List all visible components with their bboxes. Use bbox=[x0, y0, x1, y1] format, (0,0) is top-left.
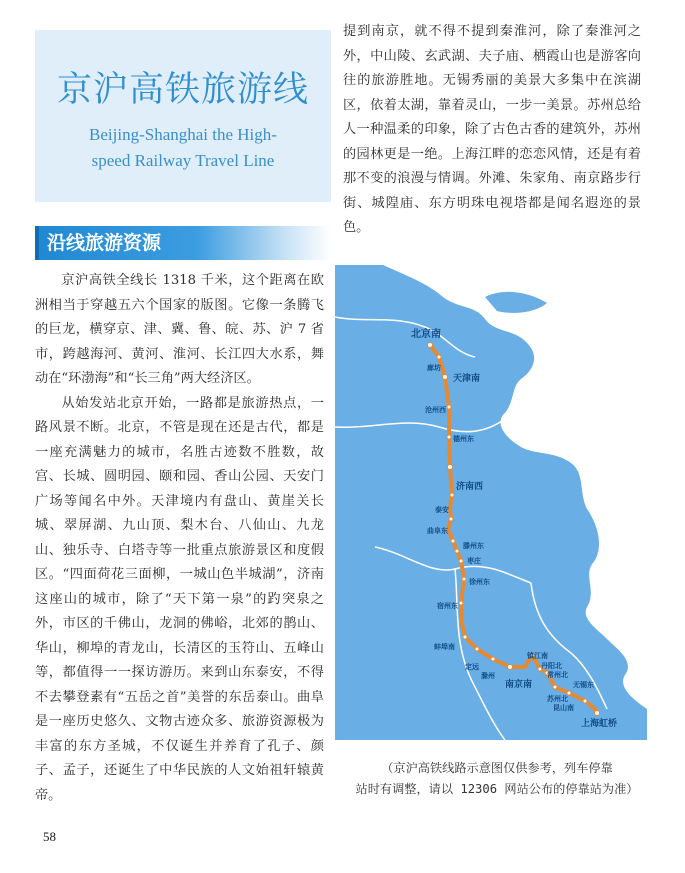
station-label-wuxi-dong: 无锡东 bbox=[573, 681, 594, 689]
station-label-taian: 泰安 bbox=[435, 506, 449, 514]
station-label-qufu-dong: 曲阜东 bbox=[427, 527, 448, 535]
station-label-beijing-nan: 北京南 bbox=[411, 329, 441, 340]
station-label-dingyuan: 定远 bbox=[465, 663, 479, 671]
right-column-text bbox=[343, 20, 641, 241]
station-label-nanjing-nan: 南京南 bbox=[505, 680, 533, 690]
station-label-langfang: 廊坊 bbox=[427, 364, 441, 372]
station-label-cangzhou-xi: 沧州西 bbox=[425, 406, 446, 414]
station-label-kunshan-nan: 昆山南 bbox=[553, 704, 574, 712]
station-label-tengzhou-dong: 滕州东 bbox=[463, 542, 484, 550]
station-label-bengbu-nan: 蚌埠南 bbox=[434, 643, 455, 651]
railway-route-map bbox=[335, 257, 647, 740]
english-subtitle-line-2: speed Railway Travel Line bbox=[91, 151, 275, 170]
left-column-text bbox=[35, 269, 324, 808]
paragraph-continued: 提到南京，就不得不提到秦淮河，除了秦淮河之外，中山陵、玄武湖、夫子庙、栖霞山也是游客向往的旅游胜地。无锡秀丽的美景大多集中在滨湖区，依着太湖，靠着灵山，一步一美景。苏州总给人一种温柔的印象，除了古色古香的建筑外，苏州的园林更是一绝。上海江畔的恋恋风情，还是有着那不变的浪漫与情调。外滩、朱家角、南京路步行街、城隍庙、东方明珠电视塔都是闻名遐迩的景色。 bbox=[343, 24, 641, 235]
station-label-suzhou-dong: 宿州东 bbox=[437, 602, 458, 610]
station-label-chuzhou: 滁州 bbox=[481, 672, 495, 680]
map-caption-line-1: （京沪高铁线路示意图仅供参考，列车停靠 bbox=[381, 761, 613, 775]
station-label-jinan-xi: 济南西 bbox=[456, 482, 484, 492]
station-label-suzhou-bei: 苏州北 bbox=[547, 695, 568, 703]
english-subtitle-line-1: Beijing-Shanghai the High- bbox=[89, 125, 277, 144]
station-label-xuzhou-dong: 徐州东 bbox=[469, 578, 490, 586]
station-label-dezhou-dong: 德州东 bbox=[453, 435, 474, 443]
station-label-tianjin-nan: 天津南 bbox=[453, 374, 481, 384]
station-label-shanghai-hongqiao: 上海虹桥 bbox=[581, 719, 618, 729]
map-caption-line-2: 站时有调整，请以 12306 网站公布的停靠站为准） bbox=[355, 782, 639, 796]
map-caption bbox=[352, 758, 642, 800]
english-subtitle bbox=[45, 122, 321, 174]
section-heading: 沿线旅游资源 bbox=[47, 232, 162, 254]
paragraph: 从始发站北京开始，一路都是旅游热点，一路风景不断。北京，不管是现在还是古代，都是一座充满魅力的城市，名胜古迹数不胜数，故宫、长城、圆明园、颐和园、香山公园、天安门广场等闻名中外。天津境内有盘山、黄崖关长城、翠屏湖、九山顶、梨木台、八仙山、九龙山、独乐寺、白塔寺等一批重点旅游景区和度假区。“四面荷花三面柳，一城山色半城湖”，济南这座山的城市，除了“天下第一泉”的趵突泉之外，市区的千佛山，龙洞的佛峪，北郊的鹊山、华山，柳埠的青龙山，长清区的玉符山、五峰山等，都值得一一探访游历。来到山东泰安，不得不去攀登素有“五岳之首”美誉的东岳泰山。曲阜是一座历史悠久、文物古迹众多、旅游资源极为丰富的东方圣城，不仅诞生并养育了孔子、颜子、孟子，还诞生了中华民族的人文始祖轩辕黄帝。 bbox=[35, 395, 324, 803]
page-number: 58 bbox=[43, 829, 56, 844]
title-box bbox=[35, 30, 331, 202]
section-heading-bar bbox=[35, 226, 331, 260]
station-label-danyang-bei: 丹阳北 bbox=[541, 662, 562, 670]
station-label-zhenjiang-nan: 镇江南 bbox=[527, 652, 548, 660]
page-title: 京沪高铁旅游线 bbox=[56, 70, 309, 110]
station-label-zaozhuang: 枣庄 bbox=[467, 557, 481, 565]
station-label-changzhou-bei: 常州北 bbox=[547, 671, 568, 679]
paragraph: 京沪高铁全线长 1318 千米，这个距离在欧洲相当于穿越五六个国家的版图。它像一条腾飞的巨龙，横穿京、津、冀、鲁、皖、苏、沪 7 省市，跨越海河、黄河、淮河、长江四大水系，舞动在“环渤海”和“长三角”两大经济区。 bbox=[35, 273, 324, 386]
